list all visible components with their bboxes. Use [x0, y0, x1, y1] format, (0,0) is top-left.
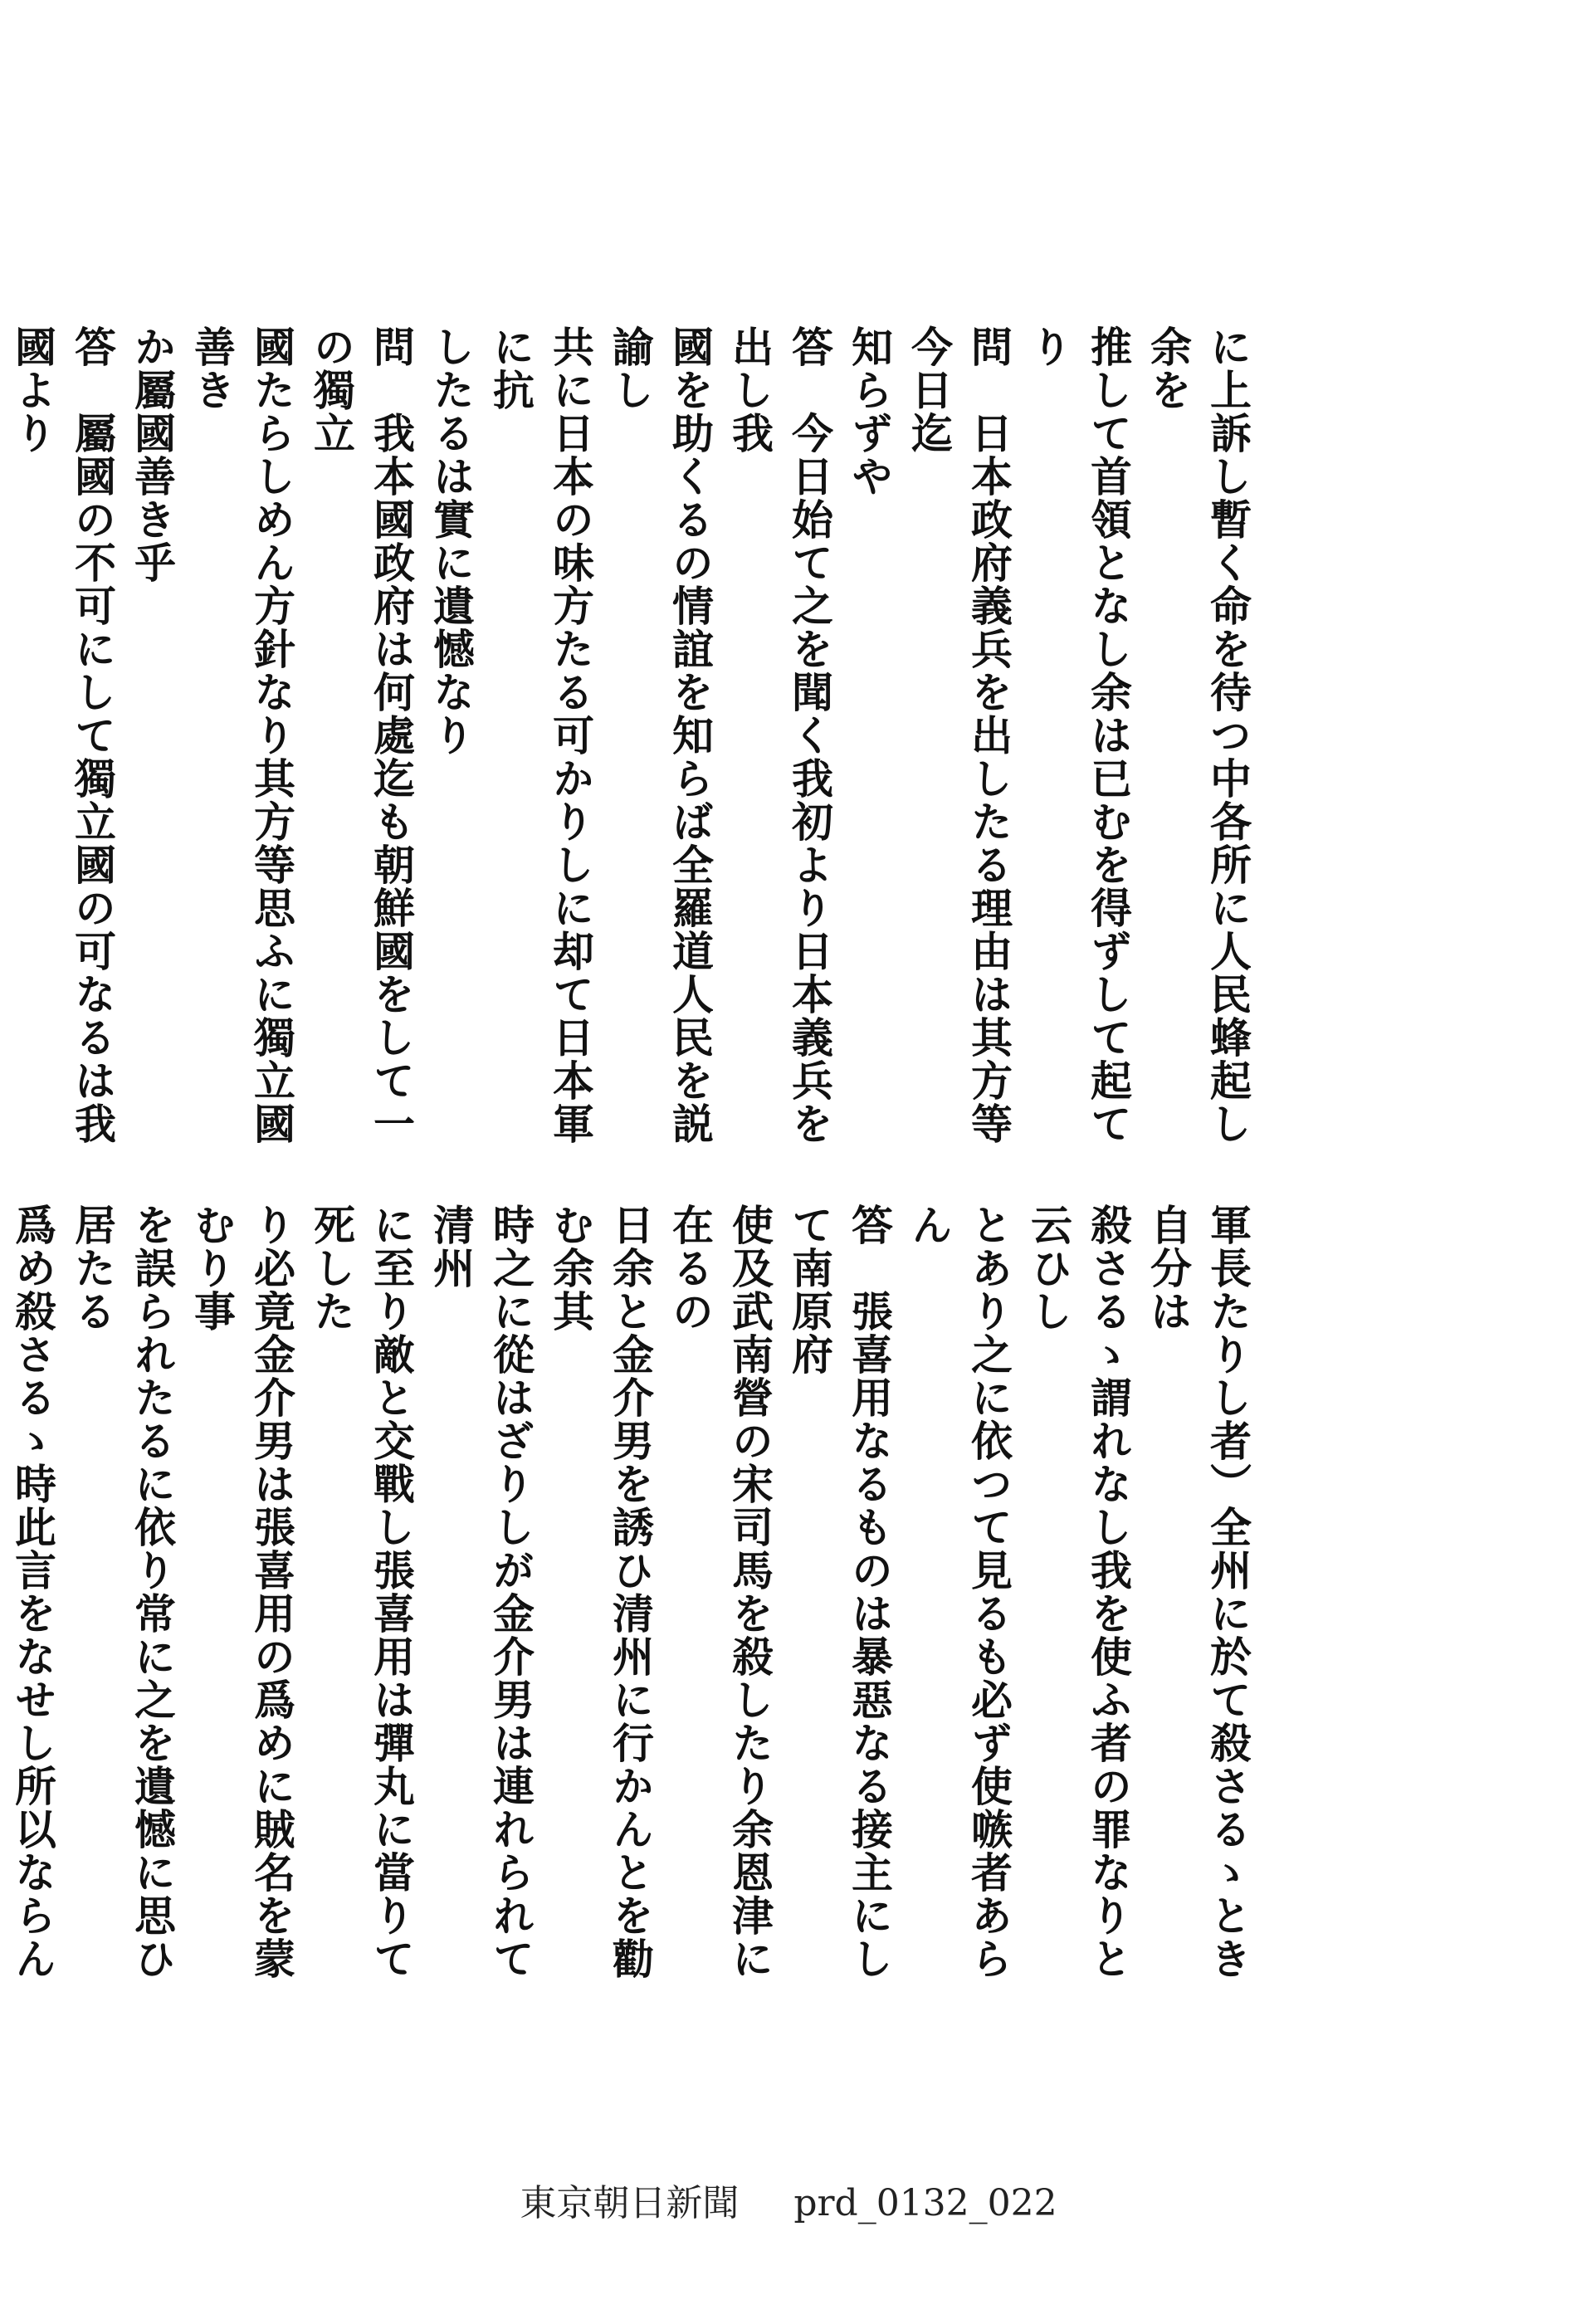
- text-column: 軍長たりし者）全州に於て殺さるゝとき自分は: [1144, 1204, 1252, 1980]
- text-column: 使及武南營の宋司馬を殺したり余恩津に在るの: [666, 1204, 774, 1980]
- text-column: 共に日本の味方たる可かりしに却て日本軍に抗: [486, 325, 595, 1145]
- article-bottom-section: [8, 1204, 1257, 2017]
- newspaper-name: 東京朝日新聞: [520, 2182, 740, 2224]
- text-column: 殺さるゝ謂れなし我を使ふ者の罪なりと云ひし: [1024, 1204, 1133, 1980]
- text-column: [0, 325, 2, 1168]
- text-column: 國たらしめん方針なり其方等思ふに獨立國善き: [188, 325, 296, 1145]
- text-column: 時之に從はざりしが金介男は連れられて清州: [427, 1204, 535, 1980]
- text-column: とあり之に依つて見るも必ず使嗾者あらん: [905, 1204, 1013, 1980]
- text-column: 日余と金介男を誘ひ清州に行かんとを勸む余其: [546, 1204, 655, 1980]
- text-column: に至り敵と交戰し張喜用は彈丸に當りて死した: [307, 1204, 416, 1980]
- page-caption: [0, 2173, 1577, 2226]
- article-top-section: [8, 325, 1257, 1168]
- text-column: 答 屬國の不可にして獨立國の可なるは我國より: [8, 325, 117, 1145]
- text-column: に上訴し暫く命を待つ中各所に人民蜂起し余を: [1144, 325, 1252, 1145]
- text-column: したるは實に遺憾なり: [427, 325, 476, 757]
- text-column: 知らずや: [845, 325, 894, 498]
- text-column: 國を助くるの情誼を知らば全羅道人民を説諭し: [606, 325, 715, 1145]
- text-column: [0, 1204, 2, 2017]
- page-id: prd_0132_022: [793, 2182, 1057, 2224]
- text-column: か屬國善き乎: [128, 325, 177, 584]
- text-column: 問 日本政府義兵を出したる理由は其方等今日迄: [905, 325, 1013, 1145]
- text-column: 推して首領となし余は已むを得ずして起てり: [1024, 325, 1133, 1145]
- text-column: り必竟金介男は張喜用の爲めに賊名を蒙むり事: [188, 1204, 296, 1980]
- text-column: 問 我本國政府は何處迄も朝鮮國をして一の獨立: [307, 325, 416, 1145]
- text-column: 答 張喜用なるものは暴惡なる接主にして南原府: [785, 1204, 894, 1980]
- text-column: 答 今日始て之を聞く我初より日本義兵を出し我: [725, 325, 834, 1145]
- text-column: 爲め殺さるゝ時此言をなせし所以ならん: [8, 1204, 57, 1980]
- text-column: を誤られたるに依り常に之を遺憾に思ひ居たる: [68, 1204, 177, 1980]
